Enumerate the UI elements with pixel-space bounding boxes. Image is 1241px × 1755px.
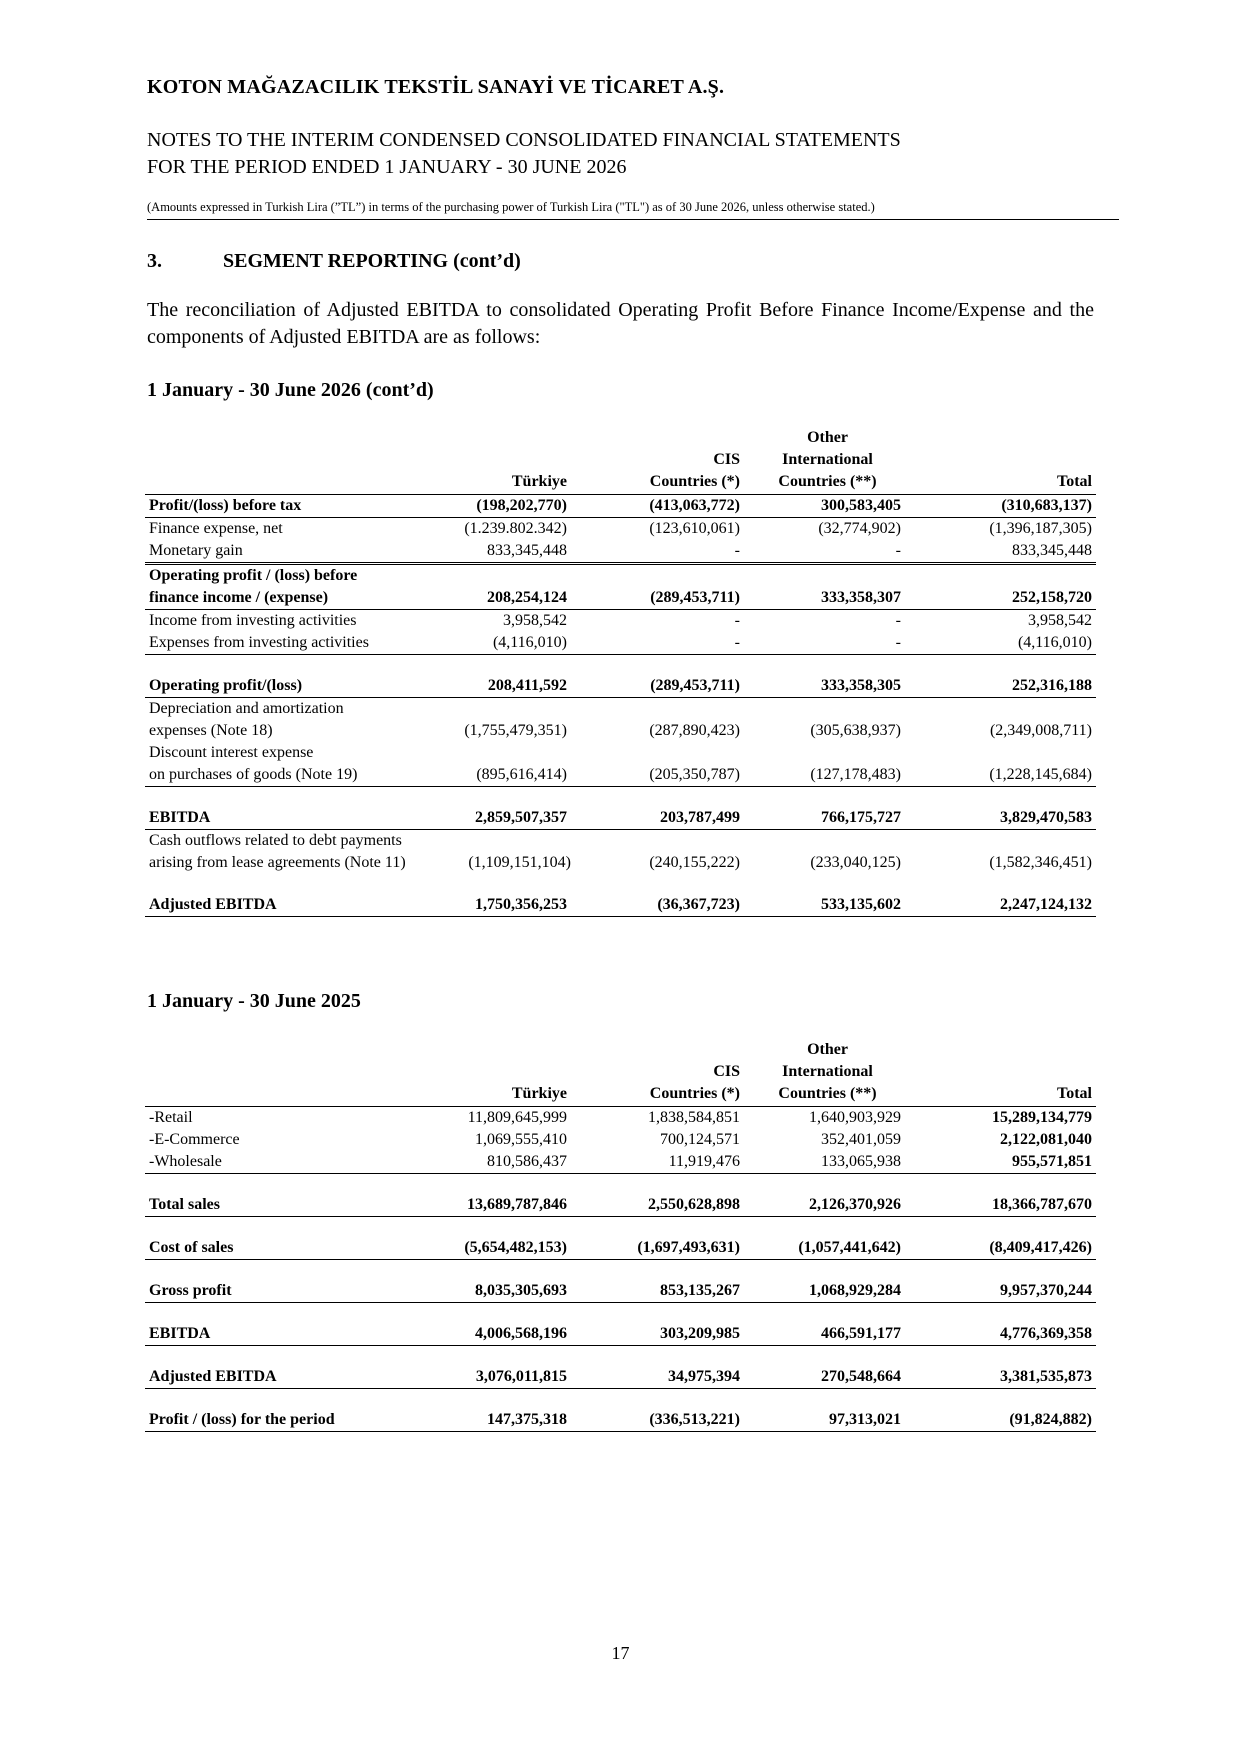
section-number: 3. <box>147 250 162 272</box>
section-heading <box>147 250 521 273</box>
row-label-line2: expenses (Note 18) <box>149 722 273 739</box>
cell-total: 2,122,081,040 <box>1000 1131 1092 1148</box>
spacer-row <box>145 787 1096 808</box>
cell-other: (1,057,441,642) <box>750 1237 925 1260</box>
cell-total: 252,316,188 <box>925 675 1096 698</box>
col-header-cis-line2: Countries (*) <box>571 1083 750 1107</box>
table-row <box>145 1280 1096 1303</box>
cell-turkiye: 4,006,568,196 <box>445 1323 571 1346</box>
cell-cis: 853,135,267 <box>571 1280 750 1303</box>
table-row <box>145 764 1096 787</box>
table-row <box>145 720 1096 742</box>
amounts-note: (Amounts expressed in Turkish Lira (”TL”) in terms of the purchasing power of Turkish Lira ("TL") as of 30 June 2026, unless otherwise stated.) <box>147 200 875 214</box>
row-label-line2: on purchases of goods (Note 19) <box>145 764 445 787</box>
cell-other: 300,583,405 <box>750 495 925 518</box>
notes-title-line2: FOR THE PERIOD ENDED 1 JANUARY - 30 JUNE 2026 <box>147 156 627 178</box>
col-header-cis-line1: CIS <box>713 451 740 468</box>
cell-other: 97,313,021 <box>750 1409 925 1432</box>
row-label: Operating profit/(loss) <box>145 675 445 698</box>
company-name: KOTON MAĞAZACILIK TEKSTİL SANAYİ VE TİCARET A.Ş. <box>147 76 725 98</box>
row-label: Total sales <box>145 1194 445 1217</box>
cell-turkiye: 11,809,645,999 <box>467 1109 567 1126</box>
table-row <box>145 540 1096 564</box>
cell-turkiye: 833,345,448 <box>445 540 571 564</box>
row-label: Income from investing activities <box>149 612 357 629</box>
cell-cis: (240,155,222) <box>649 854 740 871</box>
spacer-row <box>145 1174 1096 1195</box>
row-label-line1: Discount interest expense <box>149 744 314 761</box>
table-row <box>145 564 1096 588</box>
cell-total: (1,582,346,451) <box>989 854 1092 871</box>
cell-turkiye: (1,109,151,104) <box>468 854 571 871</box>
spacer-row <box>145 1260 1096 1281</box>
table-row <box>145 495 1096 518</box>
table-header-row2 <box>145 1061 1096 1083</box>
row-label-line1: Cash outflows related to debt payments <box>149 832 402 849</box>
cell-cis: 11,919,476 <box>571 1151 750 1174</box>
row-label: -Retail <box>149 1109 193 1126</box>
cell-other: 352,401,059 <box>821 1131 901 1148</box>
table-row <box>145 518 1096 541</box>
cell-total: (91,824,882) <box>925 1409 1096 1432</box>
cell-other: 333,358,307 <box>750 587 925 610</box>
cell-other: 270,548,664 <box>750 1366 925 1389</box>
col-header-other-line2: International <box>782 1063 873 1080</box>
table-header-row3 <box>145 1083 1096 1107</box>
period-title-2026: 1 January - 30 June 2026 (cont’d) <box>147 379 434 401</box>
cell-turkiye: (198,202,770) <box>445 495 571 518</box>
cell-cis: 2,550,628,898 <box>571 1194 750 1217</box>
row-label: Gross profit <box>145 1280 445 1303</box>
period-title-2025: 1 January - 30 June 2025 <box>147 990 361 1012</box>
cell-cis: - <box>571 540 750 564</box>
notes-title-line1: NOTES TO THE INTERIM CONDENSED CONSOLIDATED FINANCIAL STATEMENTS <box>147 129 901 151</box>
table-row <box>145 807 1096 830</box>
row-label: EBITDA <box>145 1323 445 1346</box>
cell-other: (305,638,937) <box>810 722 901 739</box>
cell-total: (8,409,417,426) <box>925 1237 1096 1260</box>
cell-cis: (36,367,723) <box>571 894 750 917</box>
row-label: Expenses from investing activities <box>145 632 445 655</box>
table-header-row1 <box>145 427 1096 449</box>
spacer-row <box>145 1346 1096 1367</box>
cell-other: 333,358,305 <box>750 675 925 698</box>
cell-total: (1,396,187,305) <box>989 520 1092 537</box>
table-header-row2 <box>145 449 1096 471</box>
cell-other: 466,591,177 <box>750 1323 925 1346</box>
cell-total: (4,116,010) <box>925 632 1096 655</box>
table-header-row1 <box>145 1039 1096 1061</box>
cell-total: 18,366,787,670 <box>925 1194 1096 1217</box>
table-row <box>145 587 1096 610</box>
cell-other: - <box>750 540 925 564</box>
row-label: Adjusted EBITDA <box>145 894 445 917</box>
cell-total: 2,247,124,132 <box>925 894 1096 917</box>
row-label: Profit / (loss) for the period <box>145 1409 445 1432</box>
cell-cis: (289,453,711) <box>571 587 750 610</box>
row-label-line1: Depreciation and amortization <box>149 700 344 717</box>
row-label: -E-Commerce <box>149 1131 240 1148</box>
cell-turkiye: 8,035,305,693 <box>445 1280 571 1303</box>
intro-paragraph: The reconciliation of Adjusted EBITDA to consolidated Operating Profit Before Finance Income/Expense and the components of Adjusted EBITDA are as follows: <box>147 299 1094 348</box>
cell-other: 766,175,727 <box>750 807 925 830</box>
cell-cis: 1,838,584,851 <box>648 1109 740 1126</box>
cell-turkiye: 208,254,124 <box>445 587 571 610</box>
section-title: SEGMENT REPORTING (cont’d) <box>223 250 521 272</box>
spacer-row <box>145 655 1096 676</box>
table-header-row3 <box>145 471 1096 495</box>
cell-cis: (1,697,493,631) <box>571 1237 750 1260</box>
cell-cis: (123,610,061) <box>649 520 740 537</box>
table-row <box>145 1151 1096 1174</box>
cell-other: 1,640,903,929 <box>809 1109 901 1126</box>
cell-turkiye: 3,958,542 <box>503 612 567 629</box>
table-row <box>145 632 1096 655</box>
header-divider <box>147 219 1119 220</box>
table-row <box>145 1323 1096 1346</box>
cell-cis: (289,453,711) <box>571 675 750 698</box>
cell-turkiye: (1,755,479,351) <box>464 722 567 739</box>
table-row <box>145 1194 1096 1217</box>
table-row <box>145 1409 1096 1432</box>
row-label: -Wholesale <box>145 1151 445 1174</box>
cell-other: - <box>895 612 901 629</box>
table-row <box>145 698 1096 721</box>
row-label: Monetary gain <box>145 540 445 564</box>
col-header-other-line1: Other <box>807 429 848 446</box>
cell-total: 4,776,369,358 <box>925 1323 1096 1346</box>
cell-turkiye: (1.239.802.342) <box>464 520 567 537</box>
cell-cis: 203,787,499 <box>571 807 750 830</box>
col-header-turkiye: Türkiye <box>445 471 571 495</box>
row-label-line2: finance income / (expense) <box>145 587 445 610</box>
col-header-cis-line2: Countries (*) <box>571 471 750 495</box>
cell-turkiye: 2,859,507,357 <box>445 807 571 830</box>
cell-turkiye: (5,654,482,153) <box>445 1237 571 1260</box>
cell-turkiye: (895,616,414) <box>445 764 571 787</box>
row-label-line1: Operating profit / (loss) before <box>145 564 445 588</box>
cell-total: 833,345,448 <box>925 540 1096 564</box>
cell-total: 3,958,542 <box>1028 612 1092 629</box>
col-header-other-line3: Countries (**) <box>750 471 925 495</box>
cell-turkiye: 1,069,555,410 <box>475 1131 567 1148</box>
notes-title <box>147 127 901 181</box>
cell-total: 3,381,535,873 <box>925 1366 1096 1389</box>
cell-cis: - <box>734 612 740 629</box>
page-number: 17 <box>611 1643 630 1663</box>
row-label: Profit/(loss) before tax <box>145 495 445 518</box>
col-header-turkiye: Türkiye <box>445 1083 571 1107</box>
table-row <box>145 1237 1096 1260</box>
cell-cis: 700,124,571 <box>660 1131 740 1148</box>
cell-turkiye: 13,689,787,846 <box>445 1194 571 1217</box>
cell-turkiye: 810,586,437 <box>445 1151 571 1174</box>
row-label-line2: arising from lease agreements (Note 11) <box>149 854 406 871</box>
cell-turkiye: 147,375,318 <box>445 1409 571 1432</box>
cell-cis: 303,209,985 <box>571 1323 750 1346</box>
row-label: Cost of sales <box>145 1237 445 1260</box>
segment-table-2026 <box>145 427 1096 917</box>
col-header-total: Total <box>925 1083 1096 1107</box>
cell-total: 252,158,720 <box>925 587 1096 610</box>
table-row <box>145 894 1096 917</box>
cell-total: 955,571,851 <box>925 1151 1096 1174</box>
cell-cis: (205,350,787) <box>571 764 750 787</box>
spacer-row <box>145 1389 1096 1410</box>
cell-cis: (336,513,221) <box>571 1409 750 1432</box>
cell-other: 133,065,938 <box>750 1151 925 1174</box>
table-row <box>145 830 1096 853</box>
col-header-total: Total <box>925 471 1096 495</box>
col-header-cis-line1: CIS <box>713 1063 740 1080</box>
cell-cis: - <box>571 632 750 655</box>
spacer-row <box>145 1217 1096 1238</box>
cell-cis: (287,890,423) <box>649 722 740 739</box>
col-header-other-line1: Other <box>807 1041 848 1058</box>
cell-total: 3,829,470,583 <box>925 807 1096 830</box>
spacer-row <box>145 1303 1096 1324</box>
table-row <box>145 610 1096 633</box>
cell-turkiye: (4,116,010) <box>445 632 571 655</box>
cell-other: 1,068,929,284 <box>750 1280 925 1303</box>
cell-total: (1,228,145,684) <box>925 764 1096 787</box>
cell-other: 2,126,370,926 <box>750 1194 925 1217</box>
col-header-other-line3: Countries (**) <box>750 1083 925 1107</box>
cell-other: 533,135,602 <box>750 894 925 917</box>
cell-turkiye: 1,750,356,253 <box>445 894 571 917</box>
table-row <box>145 742 1096 764</box>
cell-cis: (413,063,772) <box>571 495 750 518</box>
cell-cis: 34,975,394 <box>571 1366 750 1389</box>
table-row <box>145 852 1096 874</box>
spacer-row <box>145 874 1096 894</box>
cell-other: (127,178,483) <box>750 764 925 787</box>
cell-total: 9,957,370,244 <box>925 1280 1096 1303</box>
cell-other: (233,040,125) <box>810 854 901 871</box>
row-label: Finance expense, net <box>149 520 283 537</box>
row-label: Adjusted EBITDA <box>145 1366 445 1389</box>
cell-total: (310,683,137) <box>925 495 1096 518</box>
cell-other: (32,774,902) <box>818 520 901 537</box>
cell-total: 15,289,134,779 <box>992 1109 1092 1126</box>
cell-turkiye: 208,411,592 <box>445 675 571 698</box>
col-header-other-line2: International <box>782 451 873 468</box>
table-row <box>145 1107 1096 1130</box>
row-label: EBITDA <box>145 807 445 830</box>
cell-turkiye: 3,076,011,815 <box>445 1366 571 1389</box>
cell-total: (2,349,008,711) <box>989 722 1092 739</box>
segment-table-2025 <box>145 1039 1096 1432</box>
cell-other: - <box>750 632 925 655</box>
table-row <box>145 1129 1096 1151</box>
table-row <box>145 675 1096 698</box>
table-row <box>145 1366 1096 1389</box>
